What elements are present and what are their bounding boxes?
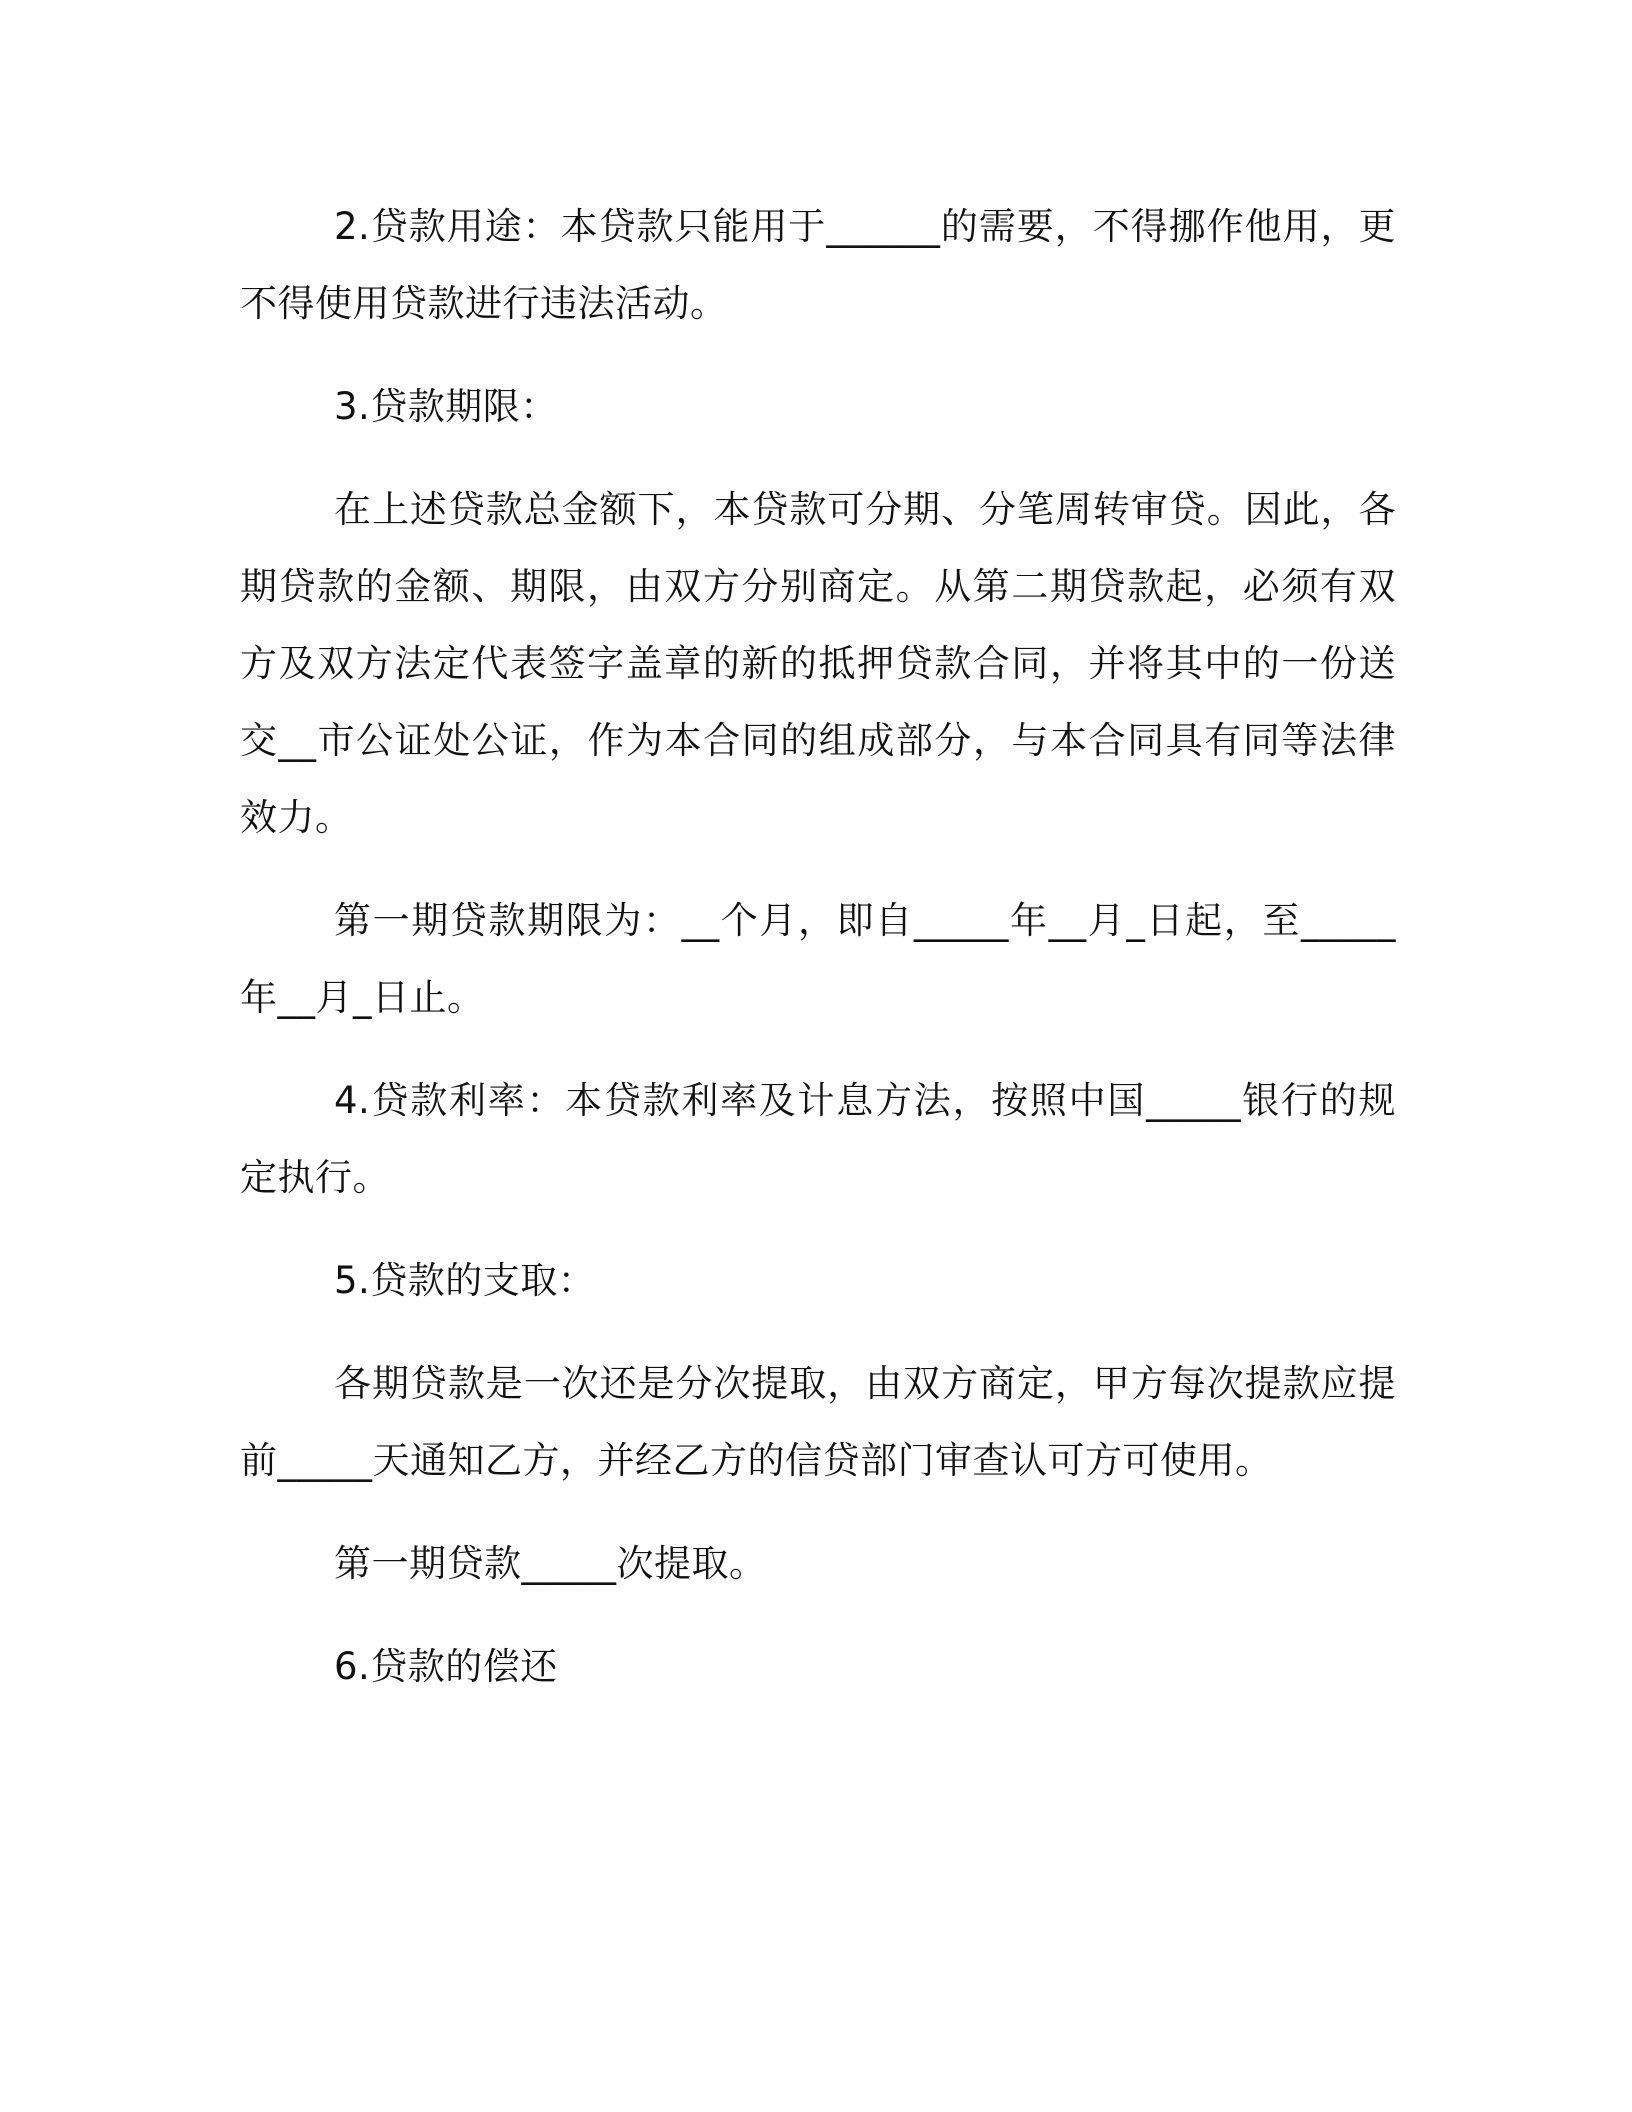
clause-6-repayment-heading: 6.贷款的偿还 bbox=[334, 1645, 558, 1688]
first-period-term: 第一期贷款期限为：__个月，即自_____年__月_日起，至_____年__月_日止。 bbox=[240, 899, 1396, 1019]
clause-5-withdrawal-heading: 5.贷款的支取： bbox=[334, 1259, 596, 1302]
clause-5-withdrawal-body: 各期贷款是一次还是分次提取，由双方商定，甲方每次提款应提前_____天通知乙方，并经乙方的信贷部门审查认可方可使用。 bbox=[240, 1362, 1396, 1482]
clause-3-loan-term-heading: 3.贷款期限： bbox=[334, 385, 558, 428]
clause-4-interest-rate: 4.贷款利率：本贷款利率及计息方法，按照中国_____银行的规定执行。 bbox=[240, 1079, 1396, 1199]
document-body bbox=[240, 188, 1396, 1731]
clause-3-loan-term-body: 在上述贷款总金额下，本贷款可分期、分笔周转审贷。因此，各期贷款的金额、期限，由双方分别商定。从第二期贷款起，必须有双方及双方法定代表签字盖章的新的抵押贷款合同，并将其中的一份送交__市公证处公证，作为本合同的组成部分，与本合同具有同等法律效力。 bbox=[240, 488, 1396, 839]
clause-2-loan-purpose: 2.贷款用途：本贷款只能用于______的需要，不得挪作他用，更不得使用贷款进行违法活动。 bbox=[240, 205, 1396, 325]
first-period-withdrawal: 第一期贷款_____次提取。 bbox=[334, 1542, 767, 1585]
